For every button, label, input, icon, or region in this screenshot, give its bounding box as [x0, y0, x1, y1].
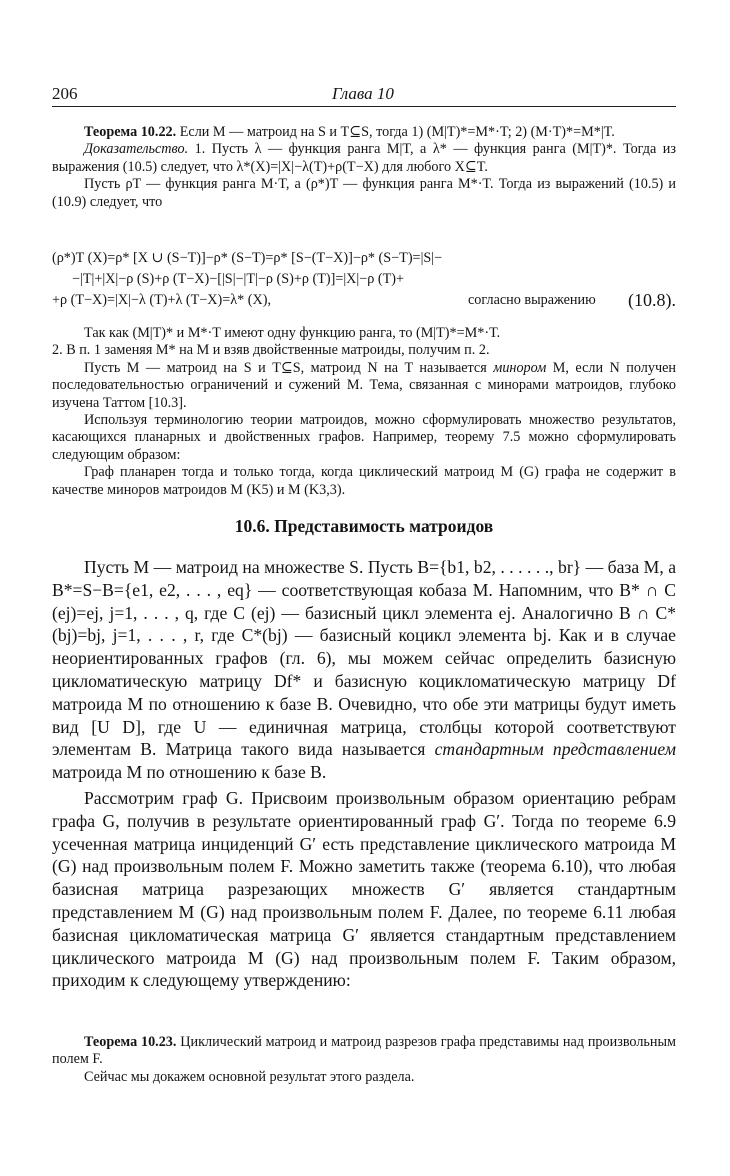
formula-line-2: −|T|+|X|−ρ (S)+ρ (T−X)−[|S|−|T|−ρ (S)+ρ (T)]=|X|−ρ (T)+: [72, 271, 404, 287]
formula-line-3: +ρ (T−X)=|X|−λ (T)+λ (T−X)=λ* (X),: [52, 292, 272, 308]
theorem-23-text: Циклический матроид и матроид разрезов графа представимы над произвольным полем F.: [52, 1034, 676, 1068]
planarity-statement: Граф планарен тогда и только тогда, когда циклический матроид M (G) графа не содержит в качестве миноров матроидов M (K5) и M (K3,3).: [52, 464, 676, 498]
theorem-10-22: [52, 124, 676, 211]
terminology-paragraph: Используя терминологию теории матроидов, можно сформулировать множество результатов, касающихся планарных и двойственных графов. Например, теорему 7.5 можно сформулировать следующим образом:: [52, 412, 676, 463]
proof-paragraph-3: Так как (M|T)* и M*·T имеют одну функцию ранга, то (M|T)*=M*·T.: [84, 325, 501, 341]
theorem-23-label: Теорема 10.23.: [84, 1034, 177, 1050]
theorem-text: Если M — матроид на S и T⊆S, тогда 1) (M|T)*=M*·T; 2) (M·T)*=M*|T.: [179, 124, 615, 140]
formula-line-1: (ρ*)T (X)=ρ* [X ∪ (S−T)]−ρ* (S−T)=ρ* [S−(T−X)]−ρ* (S−T)=|S|−: [52, 250, 443, 266]
rank-formula: [52, 248, 676, 311]
standard-representation-term: стандартным представлением: [434, 739, 677, 760]
section-title: 10.6. Представимость матроидов: [234, 516, 494, 536]
minor-term: минором: [493, 359, 547, 376]
minor-definition: Пусть M — матроид на S и T⊆S, матроид N на T называется минором M, если N получен последовательностью ограничений и сужений M. Тема, связанная с минорами матроидов, глубоко изучена Таттом [10.3].: [52, 359, 676, 411]
formula-reference-text: согласно выражению: [468, 292, 596, 308]
theorem-label: Теорема 10.22.: [84, 124, 177, 140]
proof-paragraph-4: 2. В п. 1 заменяя M* на M и взяв двойственные матроиды, получим п. 2.: [52, 342, 490, 359]
proof-label: Доказательство.: [84, 141, 189, 158]
representability-paragraph: Пусть M — матроид на множестве S. Пусть B={b1, b2, . . . . . ., br} — база M, а B*=S−B={e1, e2, . . . , eq} — соответствующая кобаза M. Напомним, что B* ∩ C (ej)=ej, j=1, . . . , q, где C (ej) — базисный цикл элемента ej. Аналогично B ∩ C*(bj)=bj, j=1, . . . , r, где C*(bj) — базисный коцикл элемента bj. Как и в случае неориентированных графов (гл. 6), мы можем сейчас определить базисную цикломатическую матрицу Df* и базисную коцикломатическую матрицу Df матроида M по отношению к базе B. Очевидно, что обе эти матрицы будут иметь вид [U D], где U — единичная матрица, столбцы которой соответствуют элементам B. Матрица такого вида называется стандартным представлением матроида M по отношению к базе B.: [52, 557, 677, 783]
proof-continuation: [52, 325, 676, 499]
closing-sentence: Сейчас мы докажем основной результат этого раздела.: [84, 1068, 415, 1085]
page-number: 206: [52, 84, 78, 103]
proof-paragraph-2: Пусть ρT — функция ранга M·T, а (ρ*)T — функция ранга M*·T. Тогда из выражений (10.5) и (10.9) следует, что: [52, 176, 676, 210]
section-body: [52, 556, 676, 992]
graph-paragraph: Рассмотрим граф G. Присвоим произвольным образом ориентацию ребрам графа G, получив в результате ориентированный граф G′. Тогда по теореме 6.9 усеченная матрица инциденций G′ есть представление циклического матроида M (G) над произвольным полем F. Можно заметить также (теорема 6.10), что любая базисная матрица разрезающих множеств G′ является стандартным представлением M (G) над произвольным полем F. Далее, по теореме 6.11 любая базисная цикломатическая матрица G′ является стандартным представлением циклического матроида M (G) над произвольным полем F. Таким образом, приходим к следующему утверждению:: [52, 787, 676, 991]
running-head: Глава 10: [332, 84, 394, 103]
formula-reference: (10.8).: [628, 290, 676, 310]
proof-paragraph-1: 1. Пусть λ — функция ранга M|T, а λ* — функция ранга (M|T)*. Тогда из выражения (10.5) следует, что λ*(X)=|X|−λ(T)+ρ(T−X) для любого X⊆T.: [52, 141, 676, 175]
theorem-10-23: [52, 1034, 676, 1086]
page-header: [52, 84, 676, 107]
